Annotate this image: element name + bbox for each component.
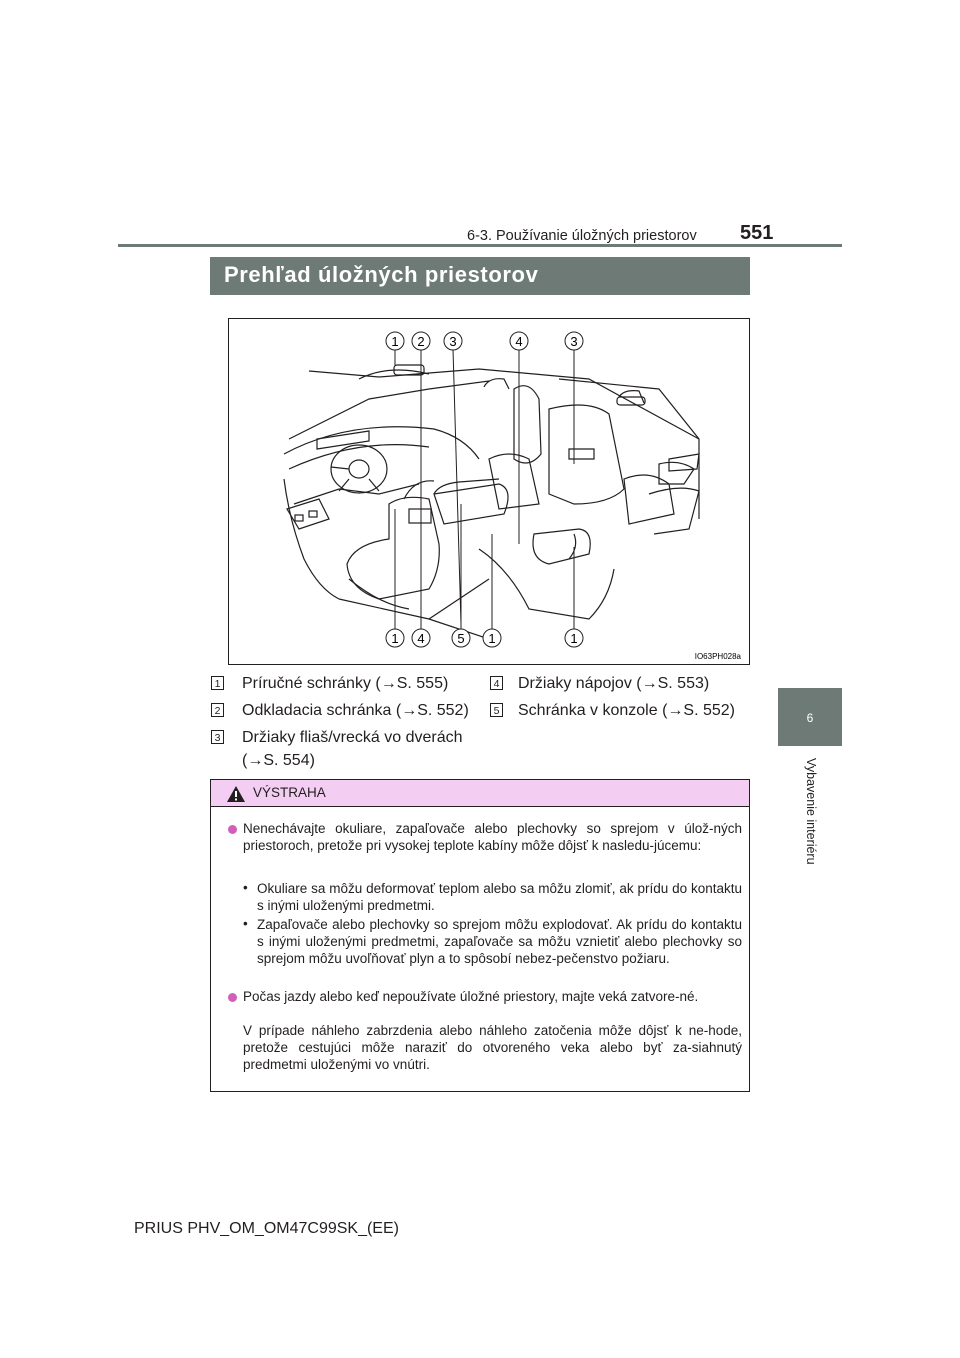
chapter-title: Vybavenie interiéru — [804, 758, 818, 865]
legend-item-1: Príručné schránky (→S. 555) — [242, 675, 449, 692]
page-title: Prehľad úložných priestorov — [210, 257, 750, 295]
callout-top-2: 2 — [417, 334, 425, 349]
callout-top-3: 3 — [449, 334, 457, 349]
legend-item-3: Držiaky fliaš/vrecká vo dverách — [242, 729, 463, 746]
chapter-number: 6 — [806, 711, 814, 725]
sub-bullet-icon: • — [243, 880, 248, 895]
callout-bottom-5: 1 — [570, 631, 578, 646]
legend-number-4: 4 — [490, 676, 503, 690]
warning-paragraph-3: V prípade náhleho zabrzdenia alebo náhleho zatočenia môže dôjsť k ne-hode, pretože cestujúci môže naraziť do otvoreného veka alebo byť za-siahnutý predmetmi uloženými vo vnútri. — [243, 1023, 742, 1072]
legend-number-5: 5 — [490, 703, 503, 717]
page-number: 551 — [740, 222, 774, 244]
header-rule — [118, 244, 842, 247]
callout-top-1: 1 — [391, 334, 399, 349]
callout-bottom-3: 5 — [457, 631, 465, 646]
warning-title: VÝSTRAHA — [253, 785, 326, 800]
warning-subitem-2: Zapaľovače alebo plechovky so sprejom môžu explodovať. Ak prídu do kontaktu s inými uloženými predmetmi, zapaľovače sa môžu vznietiť alebo plechovky so sprejom môžu uvoľňovať plyn a to spôsobí nebez-pečenstvo požiaru. — [257, 917, 742, 966]
bullet-icon — [228, 825, 237, 834]
warning-paragraph-1: Nenechávajte okuliare, zapaľovače alebo plechovky so sprejom v úlož-ných priestoroch, pretože pri vysokej teplote kabíny môže dôjsť k nasledu-júcemu: — [243, 821, 742, 853]
legend-item-3-ref: (→S. 554) — [242, 752, 315, 769]
warning-paragraph-2: Počas jazdy alebo keď nepoužívate úložné priestory, majte veká zatvore-né. — [243, 989, 699, 1004]
warning-subitem-1: Okuliare sa môžu deformovať teplom alebo sa môžu zlomiť, ak prídu do kontaktu s inými uloženými predmetmi. — [257, 881, 742, 913]
callout-bottom-1: 1 — [391, 631, 399, 646]
legend-number-3: 3 — [211, 730, 224, 744]
car-interior-drawing — [229, 319, 749, 664]
legend-item-2: Odkladacia schránka (→S. 552) — [242, 702, 469, 719]
callout-bottom-2: 4 — [417, 631, 425, 646]
callout-top-4: 4 — [515, 334, 523, 349]
legend-item-4: Držiaky nápojov (→S. 553) — [518, 675, 710, 692]
sub-bullet-icon: • — [243, 916, 248, 931]
interior-illustration — [228, 318, 750, 665]
legend-number-2: 2 — [211, 703, 224, 717]
image-code: IO63PH028a — [694, 652, 741, 661]
legend-item-5: Schránka v konzole (→S. 552) — [518, 702, 735, 719]
warning-triangle-icon — [226, 785, 246, 803]
bullet-icon — [228, 993, 237, 1002]
callout-bottom-4: 1 — [488, 631, 496, 646]
legend-number-1: 1 — [211, 676, 224, 690]
document-code: PRIUS PHV_OM_OM47C99SK_(EE) — [134, 1220, 399, 1237]
section-heading: 6-3. Používanie úložných priestorov — [467, 228, 697, 244]
callout-top-5: 3 — [570, 334, 578, 349]
